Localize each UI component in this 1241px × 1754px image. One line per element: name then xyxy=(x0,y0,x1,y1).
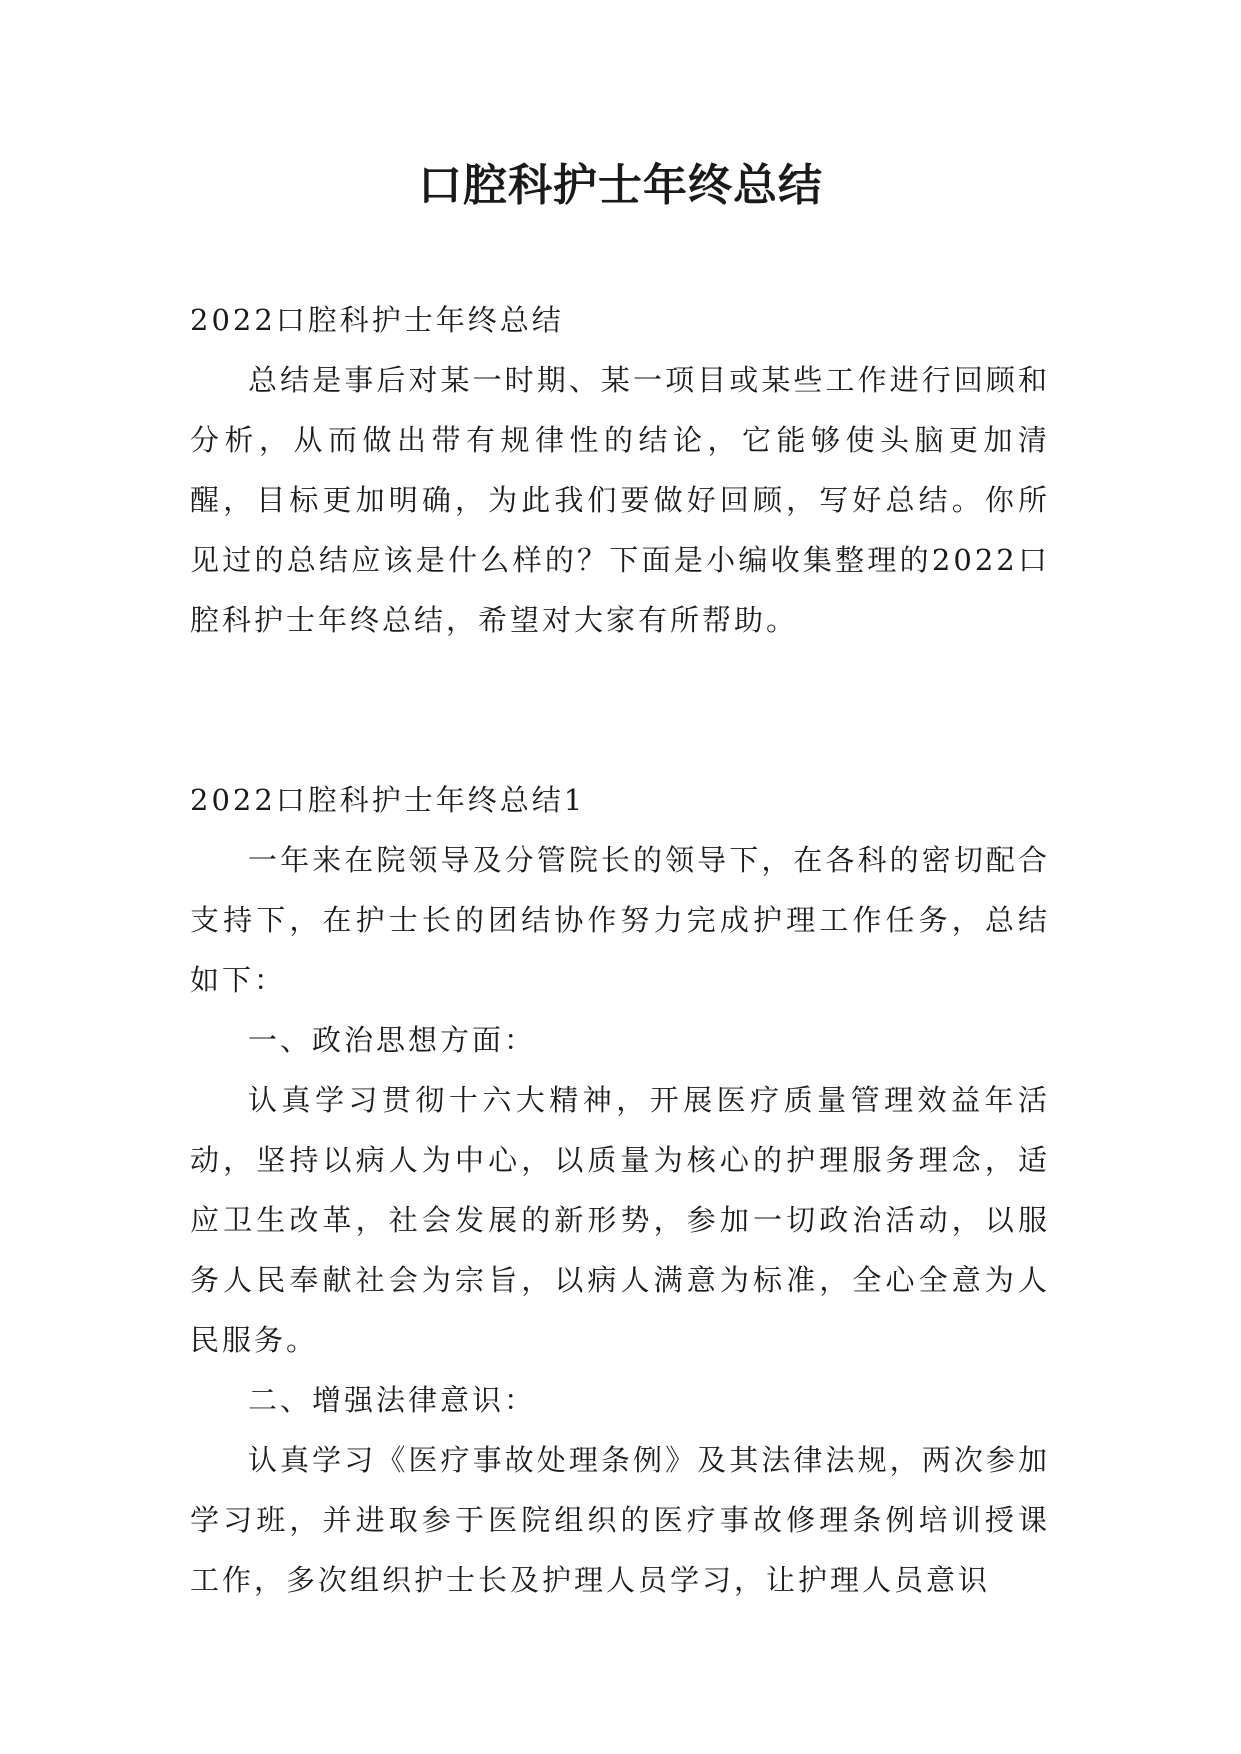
document-title: 口腔科护士年终总结 xyxy=(418,160,823,211)
item1-heading: 一、政治思想方面： xyxy=(248,1023,537,1057)
section-spacer xyxy=(190,650,1050,770)
item2-heading: 二、增强法律意识： xyxy=(248,1383,537,1417)
item1-body: 认真学习贯彻十六大精神，开展医疗质量管理效益年活动，坚持以病人为中心，以质量为核心的护理服务理念，适应卫生改革，社会发展的新形势，参加一切政治活动，以服务人民奉献社会为宗旨，以病人满意为标准，全心全意为人民服务。 xyxy=(190,1083,1050,1357)
intro-heading: 2022口腔科护士年终总结 xyxy=(190,303,564,337)
intro-paragraph: 总结是事后对某一时期、某一项目或某些工作进行回顾和分析，从而做出带有规律性的结论，它能够使头脑更加清醒，目标更加明确，为此我们要做好回顾，写好总结。你所见过的总结应该是什么样的？下面是小编收集整理的2022口腔科护士年终总结，希望对大家有所帮助。 xyxy=(190,363,1050,637)
item2-body: 认真学习《医疗事故处理条例》及其法律法规，两次参加学习班，并进取参于医院组织的医疗事故修理条例培训授课工作，多次组织护士长及护理人员学习，让护理人员意识 xyxy=(190,1443,1050,1597)
document-body xyxy=(190,290,1050,1610)
section1-intro: 一年来在院领导及分管院长的领导下，在各科的密切配合支持下，在护士长的团结协作努力完成护理工作任务，总结如下： xyxy=(190,843,1050,997)
section1-heading: 2022口腔科护士年终总结1 xyxy=(190,783,586,817)
